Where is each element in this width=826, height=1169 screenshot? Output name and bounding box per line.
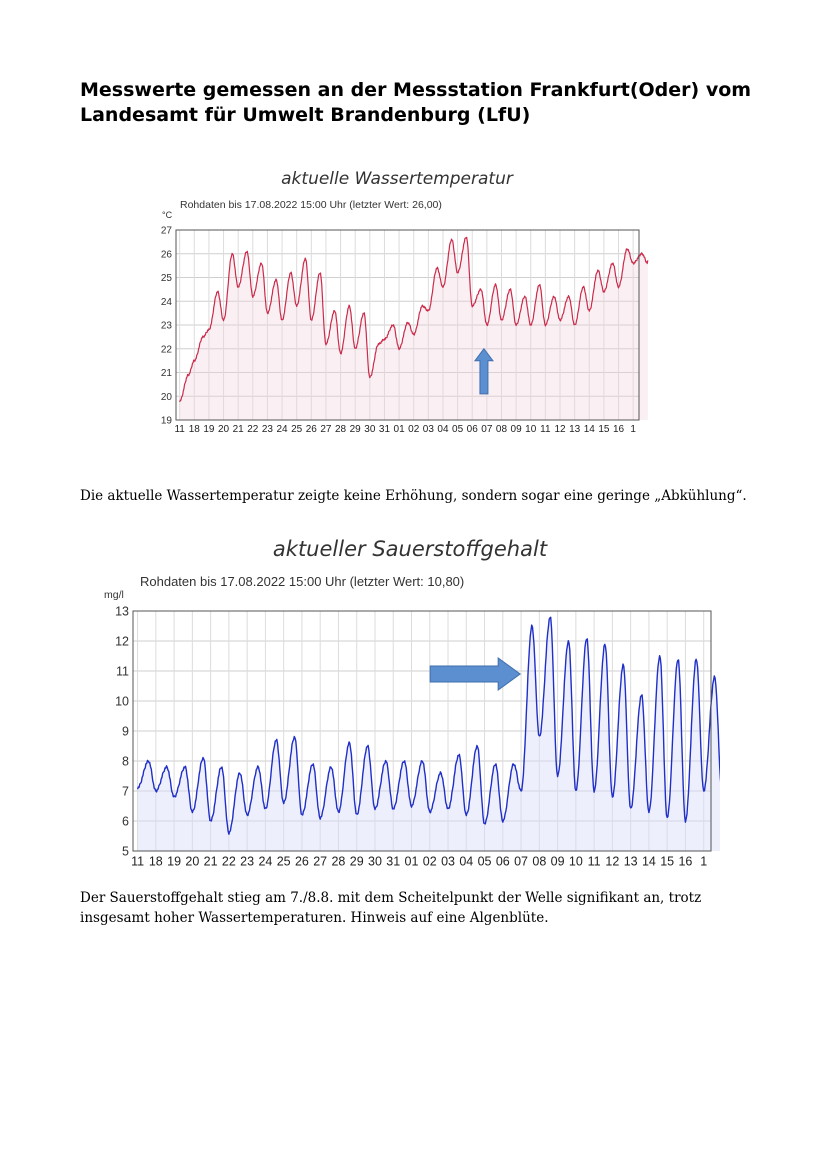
x-tick-label: 03 — [441, 854, 455, 869]
x-tick-label: 23 — [261, 424, 273, 435]
x-tick-label: 24 — [276, 424, 288, 435]
document-title: Messwerte gemessen an der Messstation Frankfurt(Oder) vom Landesamt für Umwelt Brandenburg (LfU) — [80, 79, 752, 126]
x-tick-label: 25 — [276, 854, 291, 869]
x-tick-label: 03 — [422, 424, 434, 435]
plot-area — [161, 226, 648, 436]
x-tick-label: 29 — [349, 854, 364, 869]
y-tick-label: 26 — [160, 249, 172, 261]
y-tick-label: 19 — [160, 415, 172, 427]
x-tick-label: 16 — [678, 854, 693, 869]
plot-area — [115, 604, 720, 868]
x-tick-label: 05 — [452, 424, 464, 435]
x-tick-label: 18 — [148, 854, 163, 869]
x-tick-label: 06 — [495, 854, 510, 869]
x-tick-label: 21 — [203, 854, 218, 869]
x-tick-label: 31 — [378, 424, 391, 435]
y-tick-label: 13 — [115, 604, 129, 619]
y-tick-label: 12 — [115, 634, 129, 649]
x-tick-label: 14 — [641, 854, 656, 869]
x-tick-label: 21 — [232, 424, 244, 435]
x-tick-label: 30 — [364, 424, 376, 435]
y-tick-label: 21 — [160, 368, 172, 379]
x-tick-label: 28 — [335, 424, 347, 435]
temperature-chart — [150, 160, 650, 442]
x-tick-label: 30 — [368, 854, 382, 869]
x-tick-label: 10 — [525, 424, 537, 435]
x-tick-label: 20 — [217, 424, 230, 435]
x-tick-label: 23 — [240, 854, 255, 869]
chart-title: aktueller Sauerstoffgehalt — [272, 537, 548, 561]
x-tick-label: 13 — [623, 854, 638, 869]
y-tick-label: 10 — [115, 694, 129, 709]
y-tick-label: 27 — [160, 225, 172, 237]
x-tick-label: 1 — [700, 854, 708, 869]
x-tick-label: 12 — [554, 424, 566, 435]
x-tick-label: 02 — [408, 424, 420, 435]
x-tick-label: 26 — [294, 854, 309, 869]
x-tick-label: 15 — [660, 854, 675, 869]
x-tick-label: 22 — [221, 854, 236, 869]
x-tick-label: 08 — [495, 424, 508, 435]
x-tick-label: 11 — [587, 854, 601, 869]
y-tick-label: 7 — [122, 784, 129, 799]
x-tick-label: 31 — [386, 854, 401, 869]
x-tick-label: 19 — [167, 854, 182, 869]
caption-oxygen: Der Sauerstoffgehalt stieg am 7./8.8. mit dem Scheitelpunkt der Welle signifikant an, trotz insgesamt hoher Wassertemperaturen. Hinweis auf eine Algenblüte. — [80, 890, 702, 926]
x-tick-label: 12 — [605, 854, 620, 869]
x-tick-label: 1 — [630, 424, 636, 435]
y-tick-label: 25 — [160, 273, 172, 284]
x-tick-label: 01 — [393, 424, 405, 435]
x-tick-label: 09 — [550, 854, 565, 869]
y-tick-label: 11 — [116, 664, 129, 679]
x-tick-label: 07 — [514, 854, 529, 869]
x-tick-label: 16 — [612, 424, 625, 435]
x-tick-label: 10 — [568, 854, 583, 869]
x-tick-label: 13 — [569, 424, 581, 435]
y-tick-label: 9 — [122, 724, 129, 739]
x-tick-label: 08 — [532, 854, 547, 869]
y-tick-label: 20 — [160, 391, 172, 403]
x-tick-label: 07 — [481, 424, 493, 435]
x-tick-label: 25 — [291, 424, 303, 435]
x-tick-label: 05 — [477, 854, 492, 869]
y-tick-label: 8 — [122, 754, 129, 769]
chart-subtitle: Rohdaten bis 17.08.2022 15:00 Uhr (letzter Wert: 10,80) — [140, 574, 465, 589]
y-tick-label: 23 — [160, 320, 172, 332]
x-tick-label: 09 — [510, 424, 522, 435]
y-tick-label: 22 — [160, 344, 172, 356]
x-tick-label: 06 — [466, 424, 478, 435]
y-tick-label: 6 — [122, 814, 129, 829]
x-tick-label: 27 — [313, 854, 328, 869]
x-tick-label: 04 — [437, 424, 449, 435]
chart-title: aktuelle Wassertemperatur — [281, 169, 513, 189]
y-axis-unit: °C — [162, 210, 173, 220]
x-tick-label: 27 — [320, 424, 332, 435]
x-tick-label: 22 — [247, 424, 259, 435]
x-tick-label: 11 — [174, 424, 185, 435]
x-tick-label: 02 — [422, 854, 437, 869]
x-tick-label: 11 — [131, 854, 145, 869]
y-axis-unit: mg/l — [104, 589, 124, 601]
x-tick-label: 29 — [349, 424, 361, 435]
y-tick-label: 5 — [122, 844, 129, 859]
x-tick-label: 24 — [258, 854, 273, 869]
x-tick-label: 15 — [598, 424, 610, 435]
chart-subtitle: Rohdaten bis 17.08.2022 15:00 Uhr (letzter Wert: 26,00) — [180, 199, 442, 211]
x-tick-label: 18 — [188, 424, 200, 435]
x-tick-label: 26 — [305, 424, 317, 435]
x-tick-label: 01 — [404, 854, 419, 869]
y-tick-label: 24 — [160, 296, 172, 308]
oxygen-chart — [100, 530, 720, 872]
x-tick-label: 28 — [331, 854, 346, 869]
x-tick-label: 19 — [203, 424, 215, 435]
x-tick-label: 14 — [583, 424, 595, 435]
caption-temperature: Die aktuelle Wassertemperatur zeigte keine Erhöhung, sondern sogar eine geringe „Abkühlung“. — [80, 488, 747, 504]
x-tick-label: 20 — [185, 854, 200, 869]
x-tick-label: 04 — [459, 854, 474, 869]
x-tick-label: 11 — [540, 424, 551, 435]
